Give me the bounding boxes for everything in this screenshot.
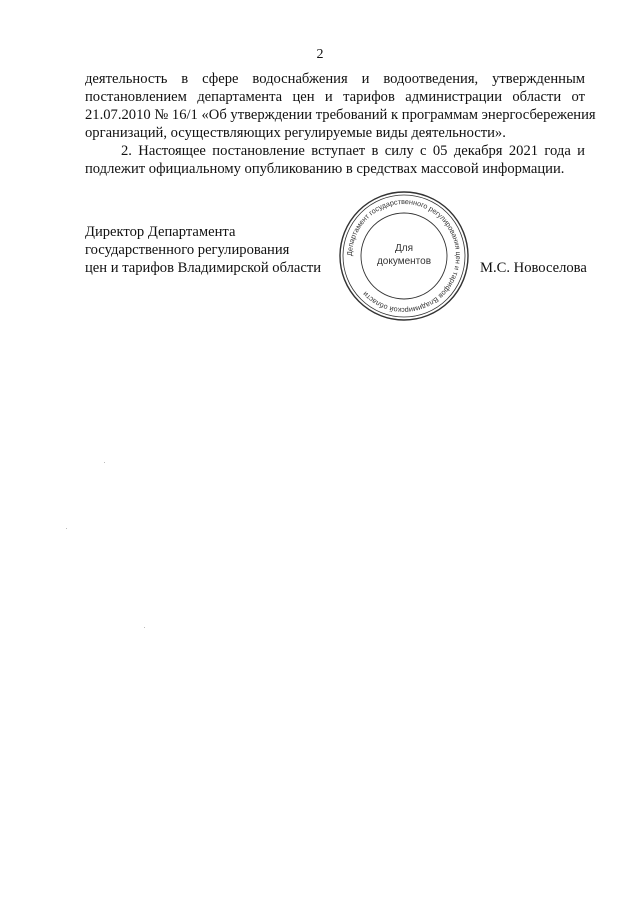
paragraph-line: 21.07.2010 № 16/1 «Об утверждении требований к программам энергосбережения [85,107,596,123]
paragraph-line: организаций, осуществляющих регулируемые виды деятельности». [85,125,506,141]
stamp-center-line-2: документов [376,256,432,267]
official-stamp [336,188,472,324]
scan-speck [66,528,67,529]
page-number: 2 [316,47,324,62]
scan-speck [104,462,105,463]
paragraph-1 [85,70,596,142]
paragraph-2 [85,142,585,178]
paragraph-line: постановлением департамента цен и тарифов администрации области от [85,89,585,105]
paragraph-line: 2. Настоящее постановление вступает в силу с 05 декабря 2021 года и [121,143,585,159]
paragraph-line: подлежит официальному опубликованию в средствах массовой информации. [85,161,565,177]
signer-title-line: цен и тарифов Владимирской области [85,260,322,276]
paragraph-line: деятельность в сфере водоснабжения и водоотведения, утвержденным [85,71,585,87]
stamp-ring-text: Департамент государственного регулирования цен и тарифов Владимирской области [344,196,464,316]
signer-title-line: Директор Департамента [85,224,236,240]
signer-title-line: государственного регулирования [85,242,290,258]
signer-title [85,223,321,277]
scan-speck [144,627,145,628]
signer-name: М.С. Новоселова [480,260,587,276]
stamp-center-line-1: Для [394,243,414,254]
